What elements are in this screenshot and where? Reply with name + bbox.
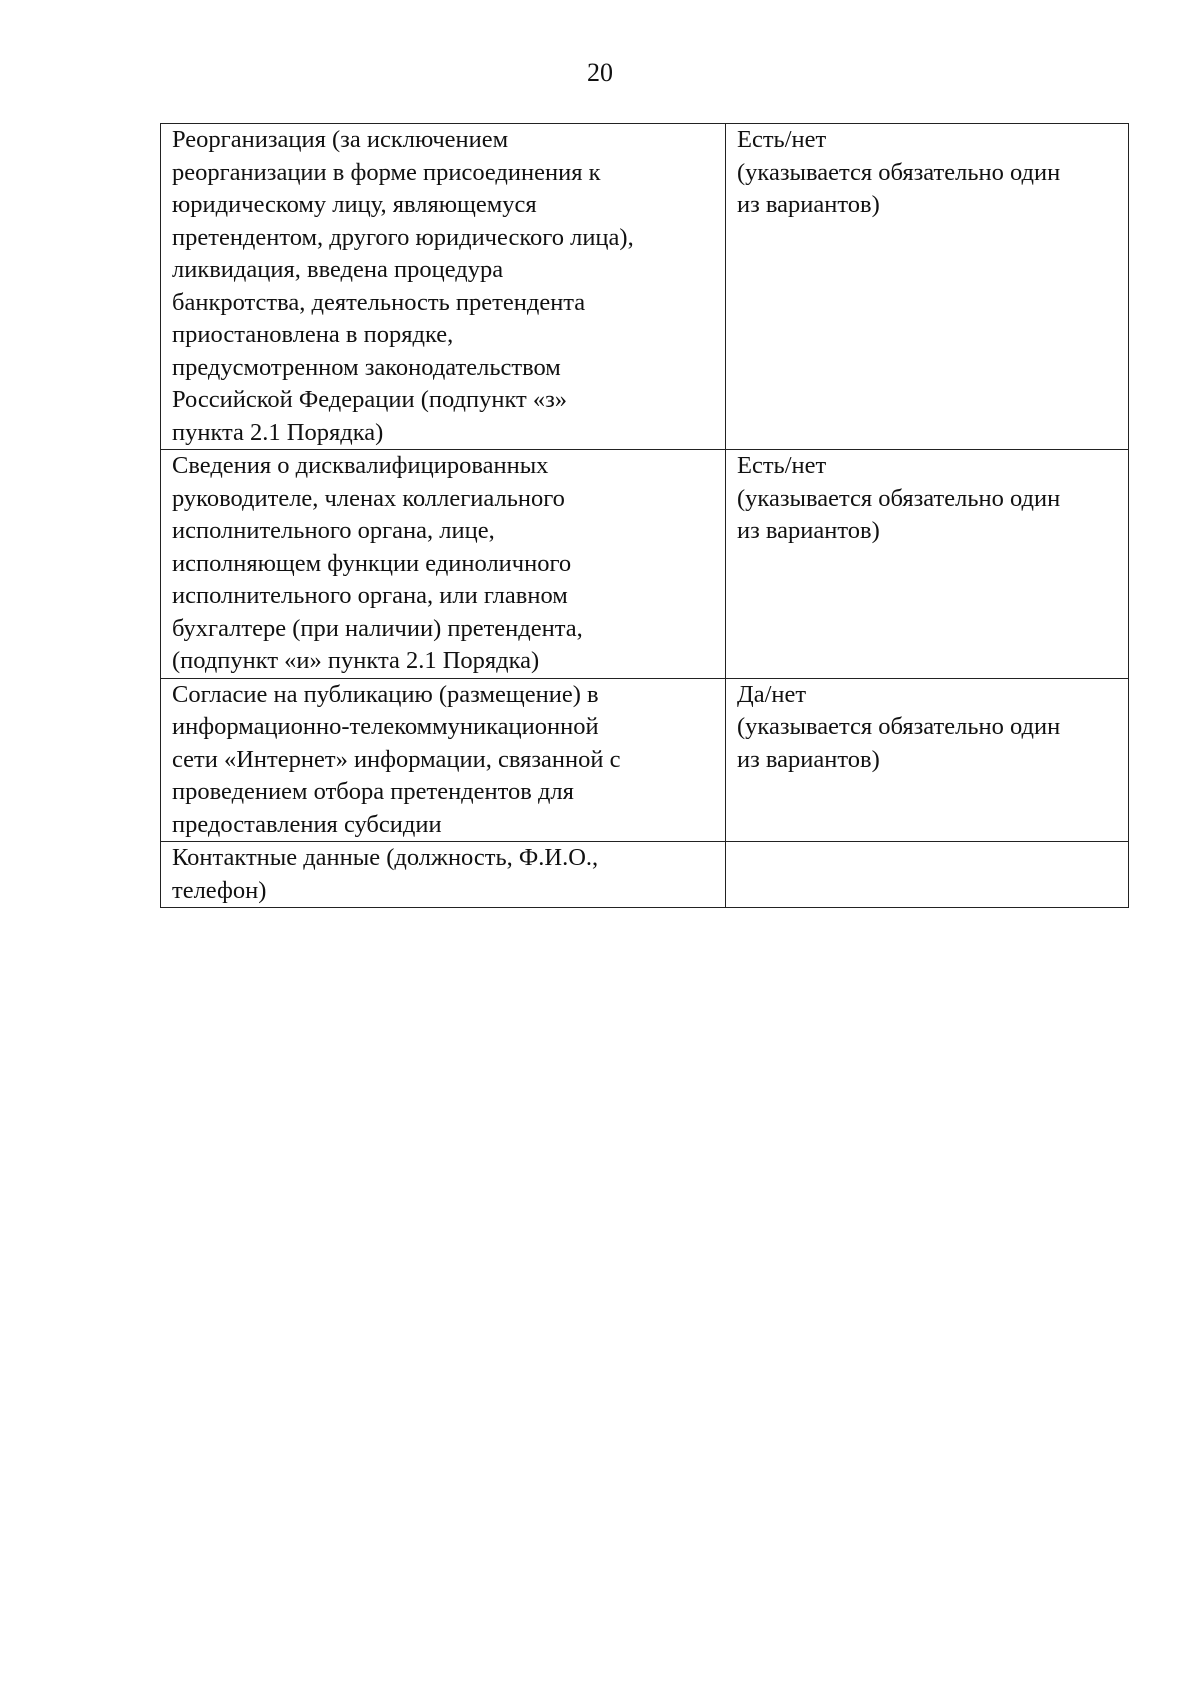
criterion-line: Российской Федерации (подпункт «з» bbox=[172, 386, 568, 413]
criterion-cell bbox=[161, 124, 726, 450]
criterion-line: реорганизации в форме присоединения к bbox=[172, 158, 601, 186]
criterion-line: предусмотренном законодательством bbox=[172, 353, 561, 381]
page-number: 20 bbox=[587, 58, 613, 87]
value-line: (указывается обязательно один bbox=[737, 158, 1061, 186]
criterion-line: информационно-телекоммуникационной bbox=[172, 713, 599, 740]
value-cell bbox=[726, 678, 1129, 842]
criterion-line: Реорганизация (за исключением bbox=[172, 126, 509, 153]
criterion-line: Согласие на публикацию (размещение) в bbox=[172, 680, 599, 708]
criterion-line: Сведения о дисквалифицированных bbox=[172, 452, 549, 479]
criterion-line: руководителе, членах коллегиального bbox=[172, 484, 565, 512]
criterion-line: бухгалтере (при наличии) претендента, bbox=[172, 614, 583, 642]
value-line: из вариантов) bbox=[737, 517, 880, 544]
criterion-line: претендентом, другого юридического лица), bbox=[172, 223, 634, 251]
criterion-line: предоставления субсидии bbox=[172, 810, 442, 838]
criterion-line: пункта 2.1 Порядка) bbox=[172, 418, 384, 446]
value-cell bbox=[726, 450, 1129, 679]
criterion-line: ликвидация, введена процедура bbox=[172, 256, 504, 283]
value-line: (указывается обязательно один bbox=[737, 713, 1061, 740]
criterion-cell bbox=[161, 450, 726, 679]
criterion-line: телефон) bbox=[172, 876, 267, 904]
table-row bbox=[161, 842, 1129, 908]
criterion-line: юридическому лицу, являющемуся bbox=[172, 191, 537, 218]
criterion-line: сети «Интернет» информации, связанной с bbox=[172, 745, 621, 773]
table-row bbox=[161, 124, 1129, 450]
criterion-line: исполняющем функции единоличного bbox=[172, 549, 572, 577]
value-line: из вариантов) bbox=[737, 191, 880, 218]
value-line: Есть/нет bbox=[737, 126, 827, 153]
criterion-line: исполнительного органа, или главном bbox=[172, 582, 568, 609]
criterion-cell bbox=[161, 842, 726, 908]
value-line: Есть/нет bbox=[737, 452, 827, 479]
criterion-line: банкротства, деятельность претендента bbox=[172, 288, 586, 316]
criterion-line: приостановлена в порядке, bbox=[172, 321, 454, 348]
table-row bbox=[161, 450, 1129, 679]
criterion-line: (подпункт «и» пункта 2.1 Порядка) bbox=[172, 647, 540, 674]
value-cell-empty bbox=[726, 842, 1129, 908]
table-row bbox=[161, 678, 1129, 842]
value-cell bbox=[726, 124, 1129, 450]
application-form-table bbox=[160, 123, 1129, 908]
value-line: Да/нет bbox=[737, 680, 807, 708]
criterion-line: Контактные данные (должность, Ф.И.О., bbox=[172, 844, 599, 871]
criterion-line: проведением отбора претендентов для bbox=[172, 778, 574, 805]
value-line: из вариантов) bbox=[737, 745, 880, 773]
criterion-line: исполнительного органа, лице, bbox=[172, 517, 495, 544]
value-line: (указывается обязательно один bbox=[737, 484, 1061, 512]
criterion-cell bbox=[161, 678, 726, 842]
